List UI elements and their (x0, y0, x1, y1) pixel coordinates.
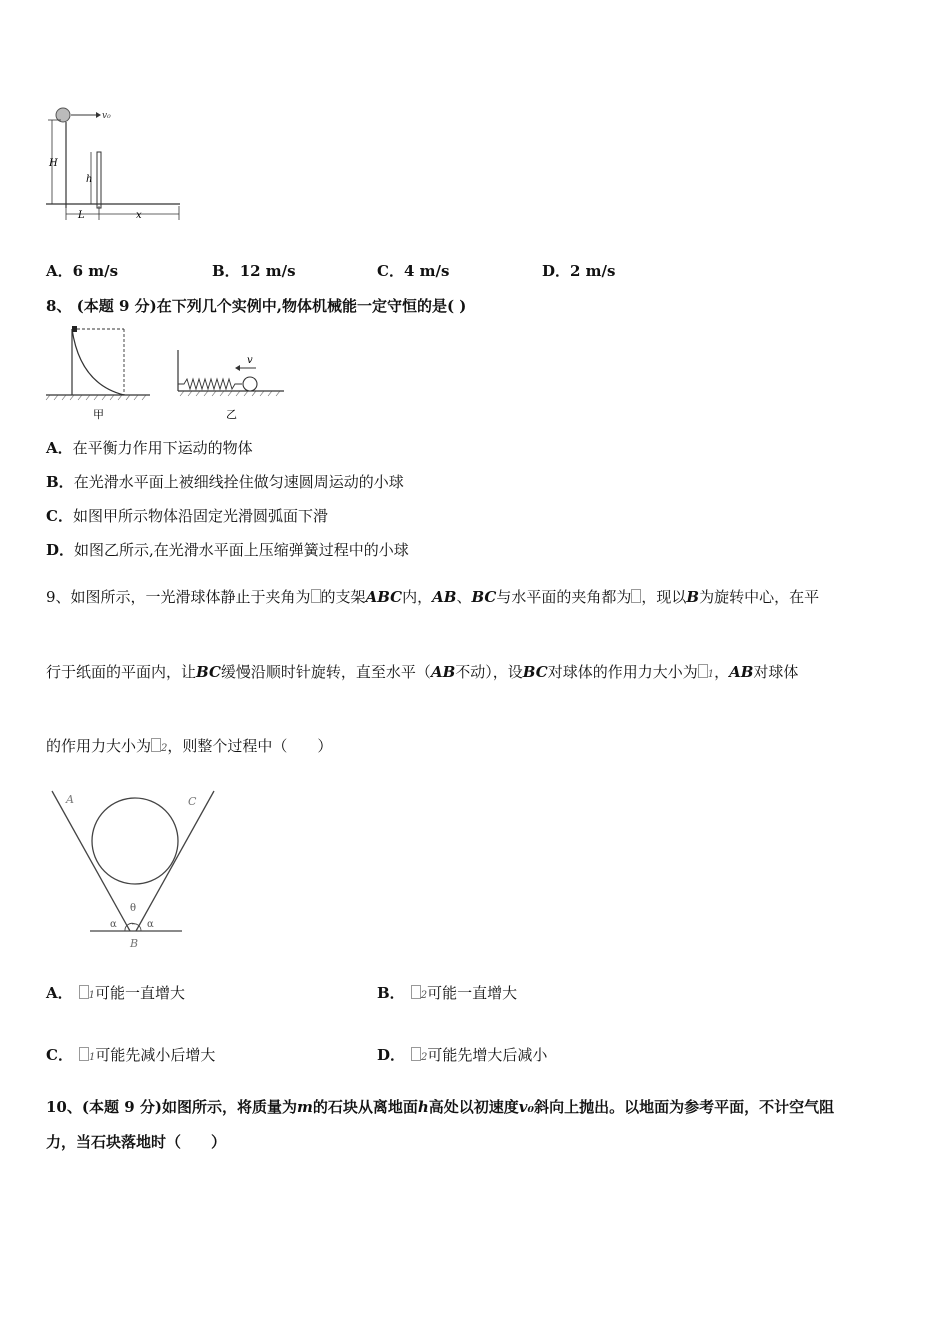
label-A: A (66, 793, 74, 806)
q10-stem-line1: 10、(本题 9 分)如图所示，将质量为m的石块从离地面h高处以初速度v₀斜向上抛出。以地面为参考平面，不计空气阻 (46, 1098, 835, 1116)
label-alpha-left: α (110, 919, 117, 930)
missing-glyph (698, 664, 708, 678)
q7-option-b[interactable]: B．12 m/s (212, 262, 296, 280)
block (72, 326, 77, 332)
q7-option-c[interactable]: C．4 m/s (377, 262, 450, 280)
q7-option-c-text: 4 m/s (403, 262, 450, 280)
q9-option-d[interactable]: D． 2可能先增大后减小 (377, 1046, 548, 1064)
missing-glyph (79, 1047, 89, 1061)
h-label: h (86, 174, 93, 185)
missing-glyph (79, 985, 89, 999)
H-label: H (49, 158, 58, 169)
x-label: x (136, 210, 142, 221)
missing-glyph (311, 589, 321, 603)
q9-figure (46, 783, 197, 953)
q9-stem-line1: 9、如图所示，一光滑球体静止于夹角为 的支架ABC内，AB、BC与水平面的夹角都为 ，现以B为旋转中心，在平 (46, 588, 820, 606)
q7-option-a[interactable]: A．6 m/s (46, 262, 119, 280)
projectile-figure (44, 100, 189, 230)
wall (97, 152, 101, 208)
v-label: v (247, 355, 253, 366)
spring (178, 379, 242, 389)
v0-label: v₀ (102, 111, 111, 121)
q9-option-c[interactable]: C． 1可能先减小后增大 (46, 1046, 216, 1064)
missing-glyph (631, 589, 641, 603)
q9-option-a[interactable]: A． 1可能一直增大 (46, 984, 186, 1002)
q8-stem: 8、 (本题 9 分)在下列几个实例中,物体机械能一定守恒的是( ) (46, 297, 467, 315)
q8-figure (44, 322, 294, 422)
label-jia: 甲 (93, 408, 104, 421)
label-B: B (130, 937, 139, 950)
q7-option-b-text: 12 m/s (239, 262, 296, 280)
missing-glyph (411, 1047, 421, 1061)
q8-option-c[interactable]: C．如图甲所示物体沿固定光滑圆弧面下滑 (46, 507, 328, 525)
label-theta: θ (130, 903, 137, 914)
label-C: C (188, 795, 197, 808)
q7-option-a-text: 6 m/s (72, 262, 119, 280)
missing-glyph (411, 985, 421, 999)
label-alpha-right: α (147, 919, 154, 930)
q8-option-d[interactable]: D．如图乙所示,在光滑水平面上压缩弹簧过程中的小球 (46, 541, 409, 559)
missing-glyph (151, 738, 161, 752)
L-label: L (78, 210, 85, 221)
q7-option-d[interactable]: D．2 m/s (542, 262, 616, 280)
small-ball (243, 377, 257, 391)
q10-stem-line2: 力，当石块落地时（ ） (46, 1133, 227, 1151)
sphere (92, 798, 178, 884)
q8-option-b[interactable]: B．在光滑水平面上被细线拴住做匀速圆周运动的小球 (46, 473, 404, 491)
q9-stem-line2: 行于纸面的平面内，让BC缓慢沿顺时针旋转，直至水平（AB不动），设BC对球体的作用力大小为 1，AB对球体 (46, 663, 799, 681)
q7-option-d-text: 2 m/s (570, 262, 616, 280)
q9-stem-line3: 的作用力大小为 2，则整个过程中（ ） (46, 737, 333, 755)
label-yi: 乙 (226, 408, 237, 421)
q9-option-b[interactable]: B． 2可能一直增大 (377, 984, 518, 1002)
q8-option-a[interactable]: A．在平衡力作用下运动的物体 (46, 439, 253, 457)
